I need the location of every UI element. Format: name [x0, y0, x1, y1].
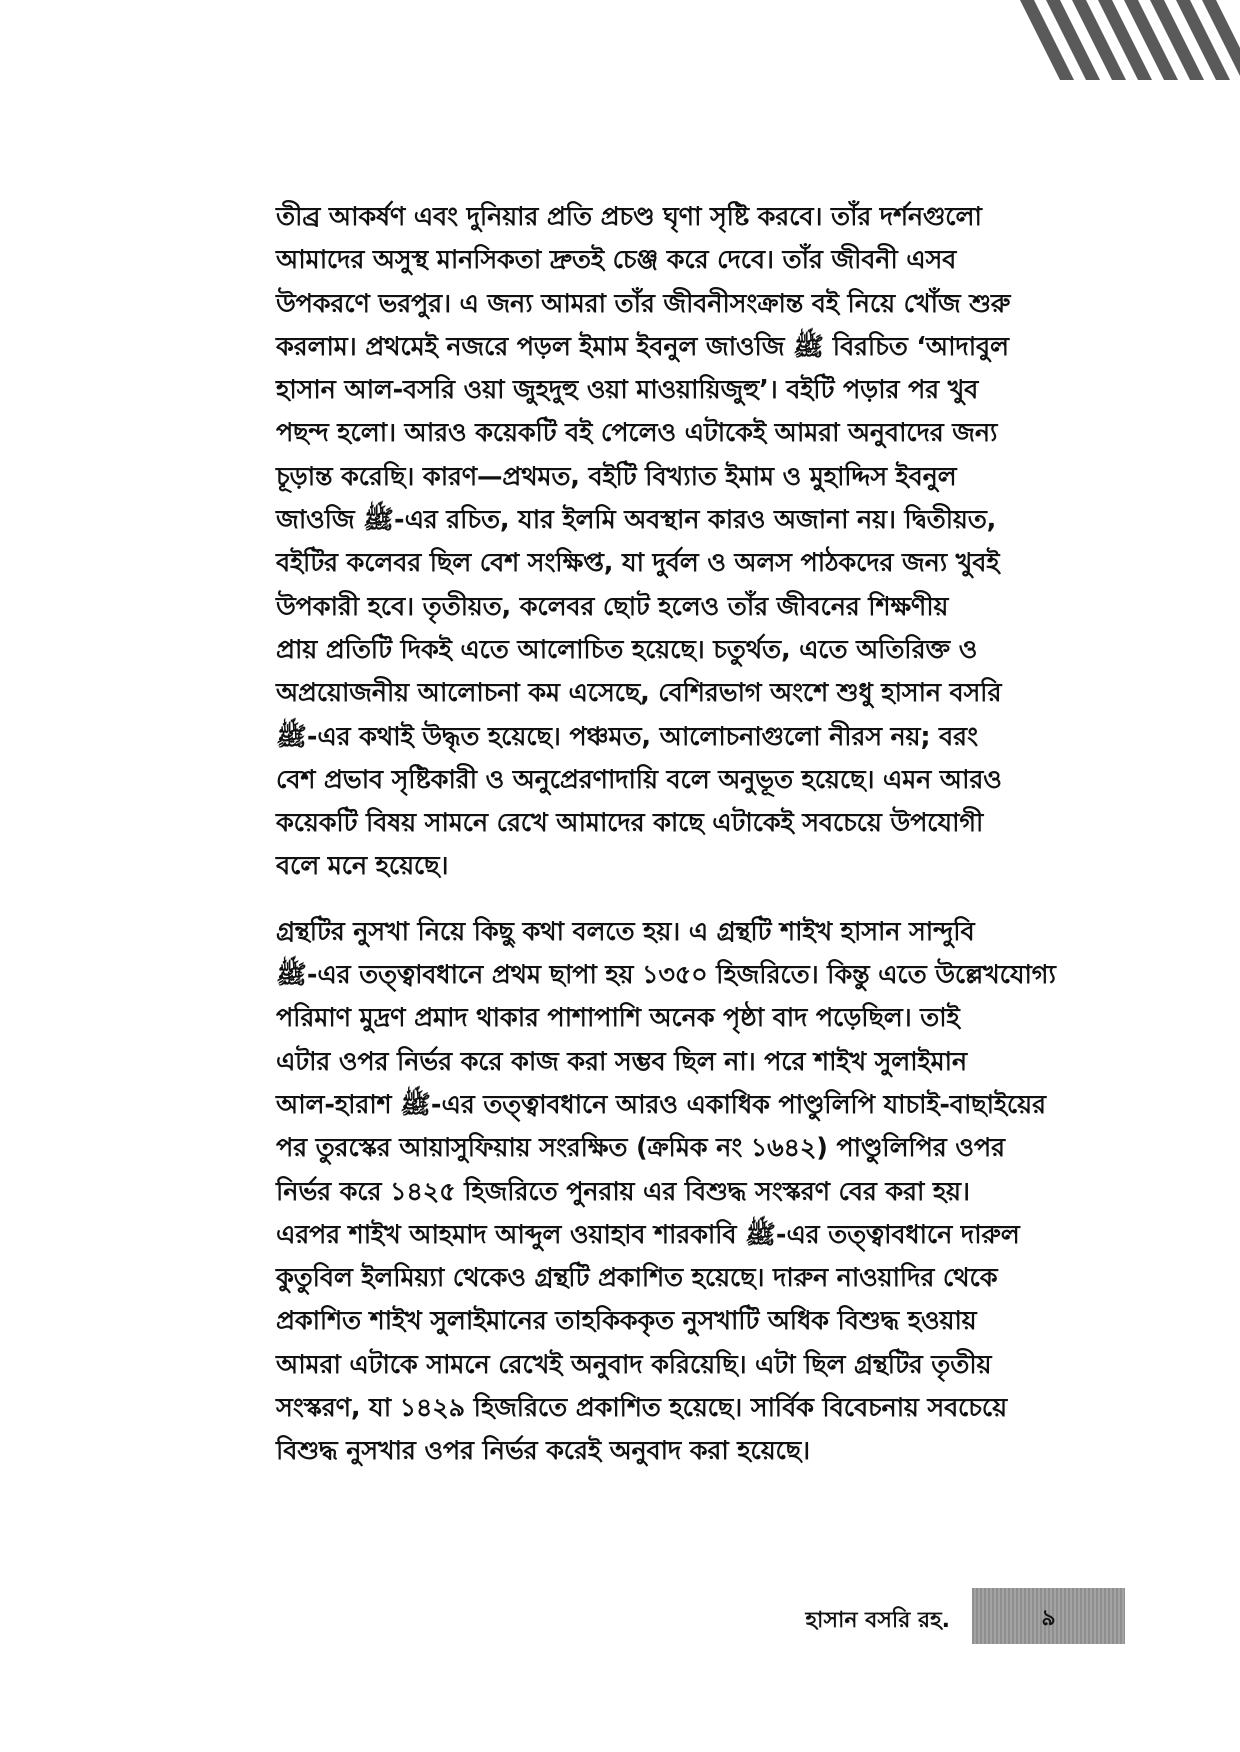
page-number: ৯: [1041, 1606, 1056, 1631]
page-number-box: [972, 1588, 1125, 1644]
page-body: [276, 196, 1066, 1474]
body-paragraph: তীব্র আকর্ষণ এবং দুনিয়ার প্রতি প্রচণ্ড ঘৃণা সৃষ্টি করবে। তাঁর দর্শনগুলো আমাদের অসুস্থ মানসিকতা দ্রুতই চেঞ্জ করে দেবে। তাঁর জীবনী এসব উপকরণে ভরপুর। এ জন্য আমরা তাঁর জীবনীসংক্রান্ত বই নিয়ে খোঁজ শুরু করলাম। প্রথমেই নজরে পড়ল ইমাম ইবনুল জাওজি ﷺ বিরচিত ‘আদাবুল হাসান আল-বসরি ওয়া জুহদুহু ওয়া মাওয়ায়িজুহু’। বইটি পড়ার পর খুব পছন্দ হলো। আরও কয়েকটি বই পেলেও এটাকেই আমরা অনুবাদের জন্য চূড়ান্ত করেছি। কারণ—প্রথমত, বইটি বিখ্যাত ইমাম ও মুহাদ্দিস ইবনুল জাওজি ﷺ-এর রচিত, যার ইলমি অবস্থান কারও অজানা নয়। দ্বিতীয়ত, বইটির কলেবর ছিল বেশ সংক্ষিপ্ত, যা দুর্বল ও অলস পাঠকদের জন্য খুবই উপকারী হবে। তৃতীয়ত, কলেবর ছোট হলেও তাঁর জীবনের শিক্ষণীয় প্রায় প্রতিটি দিকই এতে আলোচিত হয়েছে। চতুর্থত, এতে অতিরিক্ত ও অপ্রয়োজনীয় আলোচনা কম এসেছে, বেশিরভাগ অংশে শুধু হাসান বসরি ﷺ-এর কথাই উদ্ধৃত হয়েছে। পঞ্চমত, আলোচনাগুলো নীরস নয়; বরং বেশ প্রভাব সৃষ্টিকারী ও অনুপ্রেরণাদায়ি বলে অনুভূত হয়েছে। এমন আরও কয়েকটি বিষয় সামনে রেখে আমাদের কাছে এটাকেই সবচেয়ে উপযোগী বলে মনে হয়েছে।: [276, 202, 1011, 882]
corner-stripe-decoration: [1020, 0, 1240, 80]
running-title: হাসান বসরি রহ.: [805, 1608, 950, 1633]
body-paragraph: গ্রন্থটির নুসখা নিয়ে কিছু কথা বলতে হয়। এ গ্রন্থটি শাইখ হাসান সান্দুবি ﷺ-এর তত্ত্বাবধানে প্রথম ছাপা হয় ১৩৫০ হিজরিতে। কিন্তু এতে উল্লেখযোগ্য পরিমাণ মুদ্রণ প্রমাদ থাকার পাশাপাশি অনেক পৃষ্ঠা বাদ পড়েছিল। তাই এটার ওপর নির্ভর করে কাজ করা সম্ভব ছিল না। পরে শাইখ সুলাইমান আল-হারাশ ﷺ-এর তত্ত্বাবধানে আরও একাধিক পাণ্ডুলিপি যাচাই-বাছাইয়ের পর তুরস্কের আয়াসুফিয়ায় সংরক্ষিত (ক্রমিক নং ১৬৪২) পাণ্ডুলিপির ওপর নির্ভর করে ১৪২৫ হিজরিতে পুনরায় এর বিশুদ্ধ সংস্করণ বের করা হয়। এরপর শাইখ আহমাদ আব্দুল ওয়াহাব শারকাবি ﷺ-এর তত্ত্বাবধানে দারুল কুতুবিল ইলমিয়্যা থেকেও গ্রন্থটি প্রকাশিত হয়েছে। দারুন নাওয়াদির থেকে প্রকাশিত শাইখ সুলাইমানের তাহকিককৃত নুসখাটি অধিক বিশুদ্ধ হওয়ায় আমরা এটাকে সামনে রেখেই অনুবাদ করিয়েছি। এটা ছিল গ্রন্থটির তৃতীয় সংস্করণ, যা ১৪২৯ হিজরিতে প্রকাশিত হয়েছে। সার্বিক বিবেচনায় সবচেয়ে বিশুদ্ধ নুসখার ওপর নির্ভর করেই অনুবাদ করা হয়েছে।: [276, 916, 1056, 1467]
